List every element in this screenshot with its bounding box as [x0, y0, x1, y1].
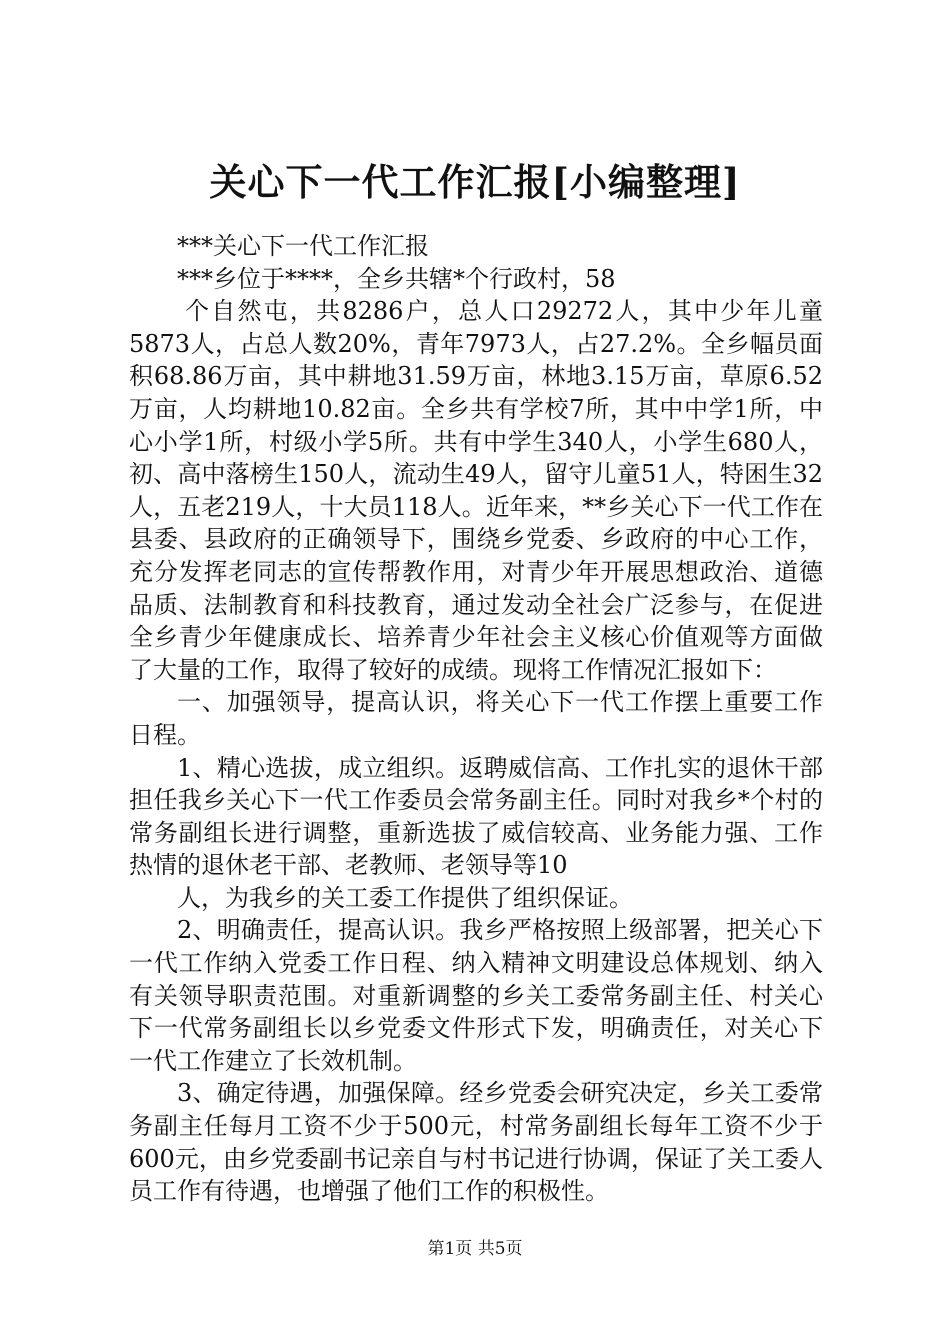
paragraph-item-2: 2、明确责任，提高认识。我乡严格按照上级部署，把关心下一代工作纳入党委工作日程、纳入精神文明建设总体规划、纳入有关领导职责范围。对重新调整的乡关工委常务副主任、村关心下一代常务副组长以乡党委文件形式下发，明确责任，对关心下一代工作建立了长效机制。: [129, 916, 823, 1075]
paragraph-location: ***乡位于****，全乡共辖*个行政村，58: [177, 264, 616, 293]
paragraph-item-1-continued: 人，为我乡的关工委工作提供了组织保证。: [177, 883, 633, 912]
document-title: 关心下一代工作汇报[小编整理]: [209, 160, 741, 204]
paragraph-item-1: 1、精心选拔，成立组织。返聘威信高、工作扎实的退休干部担任我乡关心下一代工作委员会常务副主任。同时对我乡*个村的常务副组长进行调整，重新选拔了威信较高、业务能力强、工作热情的退休老干部、老教师、老领导等10: [129, 753, 823, 880]
document-body: [129, 230, 823, 1208]
paragraph-section-1: 一、加强领导，提高认识，将关心下一代工作摆上重要工作日程。: [129, 688, 823, 749]
paragraph-overview: 个自然屯，共8286户，总人口29272人，其中少年儿童5873人，占总人数20%，青年7973人，占27.2%。全乡幅员面积68.86万亩，其中耕地31.59万亩，林地3.15万亩，草原6.52万亩，人均耕地10.82亩。全乡共有学校7所，其中中学1所，中心小学1所，村级小学5所。共有中学生340人，小学生680人，初、高中落榜生150人，流动生49人，留守儿童51人，特困生32人，五老219人，十大员118人。近年来，**乡关心下一代工作在县委、县政府的正确领导下，围绕乡党委、乡政府的中心工作，充分发挥老同志的宣传帮教作用，对青少年开展思想政治、道德品质、法制教育和科技教育，通过发动全社会广泛参与，在促进全乡青少年健康成长、培养青少年社会主义核心价值观等方面做了大量的工作，取得了较好的成绩。现将工作情况汇报如下：: [129, 297, 823, 684]
page-footer: 第1页 共5页: [427, 1239, 523, 1259]
paragraph-subtitle: ***关心下一代工作汇报: [177, 232, 429, 260]
paragraph-item-3: 3、确定待遇，加强保障。经乡党委会研究决定，乡关工委常务副主任每月工资不少于500元，村常务副组长每年工资不少于600元，由乡党委副书记亲自与村书记进行协调，保证了关工委人员工作有待遇，也增强了他们工作的积极性。: [129, 1079, 823, 1206]
